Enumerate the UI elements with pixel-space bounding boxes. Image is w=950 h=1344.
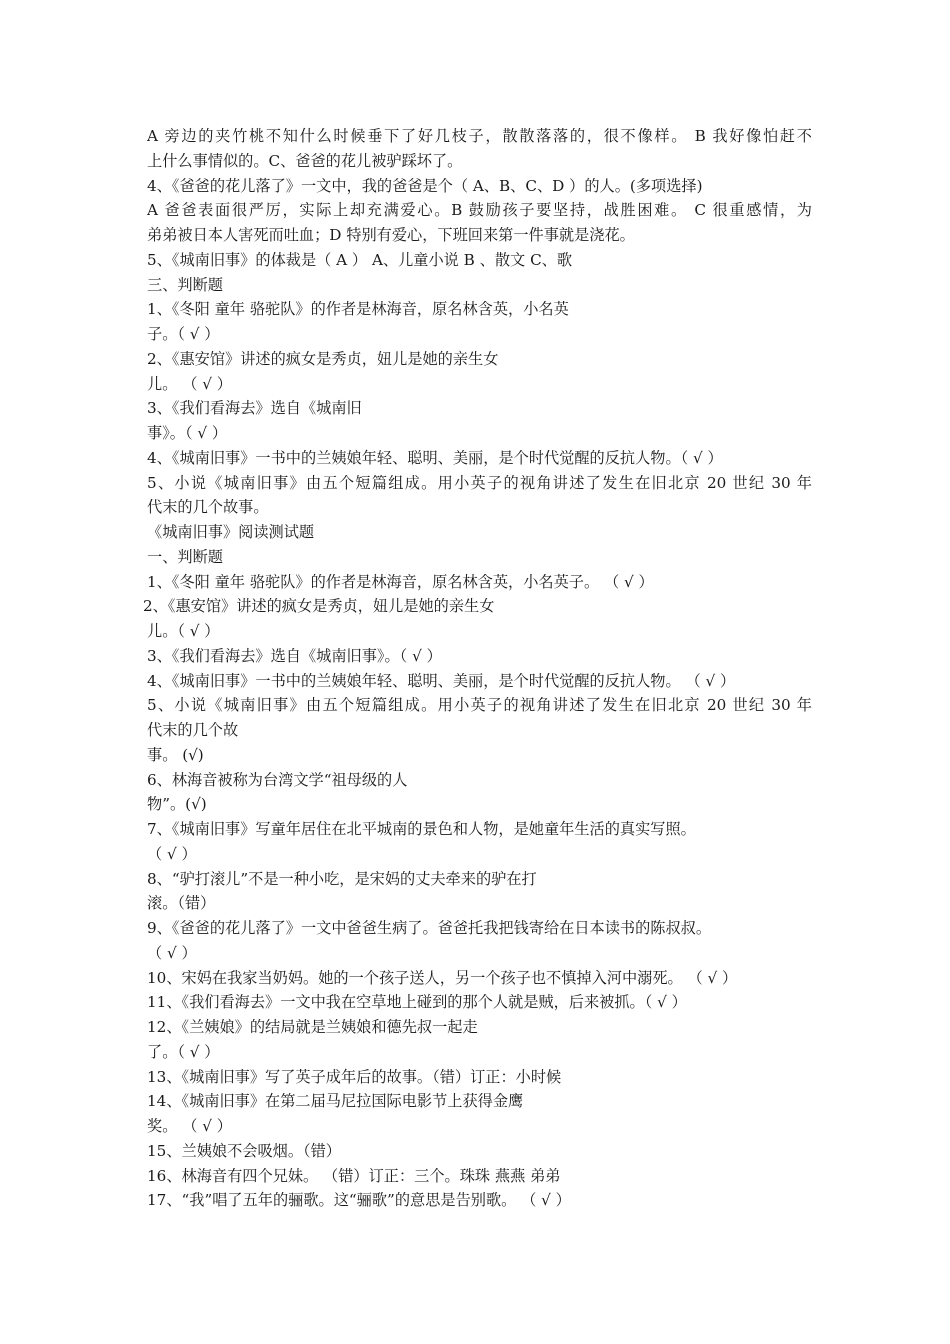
text-line: （ √ ） bbox=[147, 943, 197, 962]
text-line: 5、小说《城南旧事》由五个短篇组成。用小英子的视角讲述了发生在旧北京 20 世纪 30 年 bbox=[147, 696, 812, 715]
text-line: 13、《城南旧事》写了英子成年后的故事。（错）订正：小时候 bbox=[147, 1067, 562, 1086]
text-line: 15、兰姨娘不会吸烟。（错） bbox=[147, 1141, 341, 1160]
text-line: 14、《城南旧事》在第二届马尼拉国际电影节上获得金鹰 bbox=[147, 1092, 524, 1111]
text-line: 4、《爸爸的花儿落了》一文中，我的爸爸是个（ A、B、C、D ）的人。(多项选择) bbox=[147, 176, 703, 195]
text-line: 1、《冬阳 童年 骆驼队》的作者是林海音，原名林含英，小名英 bbox=[147, 300, 569, 319]
text-line: 子。（ √ ） bbox=[147, 325, 220, 343]
text-line: 弟弟被日本人害死而吐血；D 特别有爱心，下班回来第一件事就是浇花。 bbox=[147, 226, 635, 244]
text-line: 6、林海音被称为台湾文学“祖母级的人 bbox=[147, 770, 408, 789]
text-line: 16、林海音有四个兄妹。 （错）订正：三个。珠珠 燕燕 弟弟 bbox=[147, 1166, 561, 1185]
document-body bbox=[143, 124, 812, 1213]
text-line: 7、《城南旧事》写童年居住在北平城南的景色和人物，是她童年生活的真实写照。 bbox=[147, 820, 696, 838]
text-line: 8、“驴打滚儿”不是一种小吃，是宋妈的丈夫牵来的驴在打 bbox=[147, 869, 537, 888]
text-line: 17、“我”唱了五年的骊歌。这“骊歌”的意思是告别歌。 （ √ ） bbox=[147, 1191, 571, 1210]
text-line: 3、《我们看海去》选自《城南旧 bbox=[147, 399, 362, 418]
text-line: 4、《城南旧事》一书中的兰姨娘年轻、聪明、美丽，是个时代觉醒的反抗人物。（ √ ） bbox=[147, 448, 723, 467]
text-line: 滚。（错） bbox=[147, 894, 216, 913]
text-line: 5、小说《城南旧事》由五个短篇组成。用小英子的视角讲述了发生在旧北京 20 世纪 30 年 bbox=[147, 473, 812, 492]
text-line: 3、《我们看海去》选自《城南旧事》。（ √ ） bbox=[147, 646, 442, 665]
text-line: 12、《兰姨娘》的结局就是兰姨娘和德先叔一起走 bbox=[147, 1018, 478, 1036]
text-line: A 旁边的夹竹桃不知什么时候垂下了好几枝子，散散落落的，很不像样。 B 我好像怕赶不 bbox=[147, 127, 812, 145]
text-line: 4、《城南旧事》一书中的兰姨娘年轻、聪明、美丽，是个时代觉醒的反抗人物。 （ √ ） bbox=[147, 671, 736, 690]
text-line: 1、《冬阳 童年 骆驼队》的作者是林海音，原名林含英，小名英子。 （ √ ） bbox=[147, 572, 654, 591]
text-line: 上什么事情似的。C、爸爸的花儿被驴踩坏了。 bbox=[147, 151, 463, 170]
text-line: 2、《惠安馆》讲述的疯女是秀贞，妞儿是她的亲生女 bbox=[147, 349, 499, 368]
text-line: 5、《城南旧事》的体裁是（ A ） A、儿童小说 B 、散文 C、歌 bbox=[147, 250, 573, 269]
text-line: 了。（ √ ） bbox=[147, 1042, 220, 1061]
text-line: （ √ ） bbox=[147, 844, 197, 863]
text-line: 9、《爸爸的花儿落了》一文中爸爸生病了。爸爸托我把钱寄给在日本读书的陈叔叔。 bbox=[147, 919, 712, 937]
text-line: 奖。 （ √ ） bbox=[147, 1117, 232, 1135]
text-line: 代末的几个故 bbox=[147, 721, 239, 739]
text-line: 11、《我们看海去》一文中我在空草地上碰到的那个人就是贼，后来被抓。（ √ ） bbox=[147, 993, 687, 1012]
text-line: 代末的几个故事。 bbox=[147, 498, 269, 517]
text-line: 物”。(√) bbox=[147, 795, 207, 814]
text-line: 10、宋妈在我家当奶妈。她的一个孩子送人，另一个孩子也不慎掉入河中溺死。 （ √ ） bbox=[147, 968, 738, 987]
section-heading: 一、判断题 bbox=[147, 547, 223, 566]
text-line: 事。 (√) bbox=[147, 745, 204, 764]
document-title: 《城南旧事》阅读测试题 bbox=[147, 523, 315, 541]
section-heading: 三、判断题 bbox=[147, 275, 223, 294]
text-line: 儿。（ √ ） bbox=[147, 622, 220, 640]
text-line: A 爸爸表面很严厉，实际上却充满爱心。B 鼓励孩子要坚持，战胜困难。 C 很重感情，为 bbox=[147, 201, 812, 220]
text-line: 儿。 （ √ ） bbox=[147, 374, 232, 393]
text-line: 事》。（ √ ） bbox=[147, 424, 228, 442]
text-line: 2、《惠安馆》讲述的疯女是秀贞，妞儿是她的亲生女 bbox=[143, 597, 495, 616]
